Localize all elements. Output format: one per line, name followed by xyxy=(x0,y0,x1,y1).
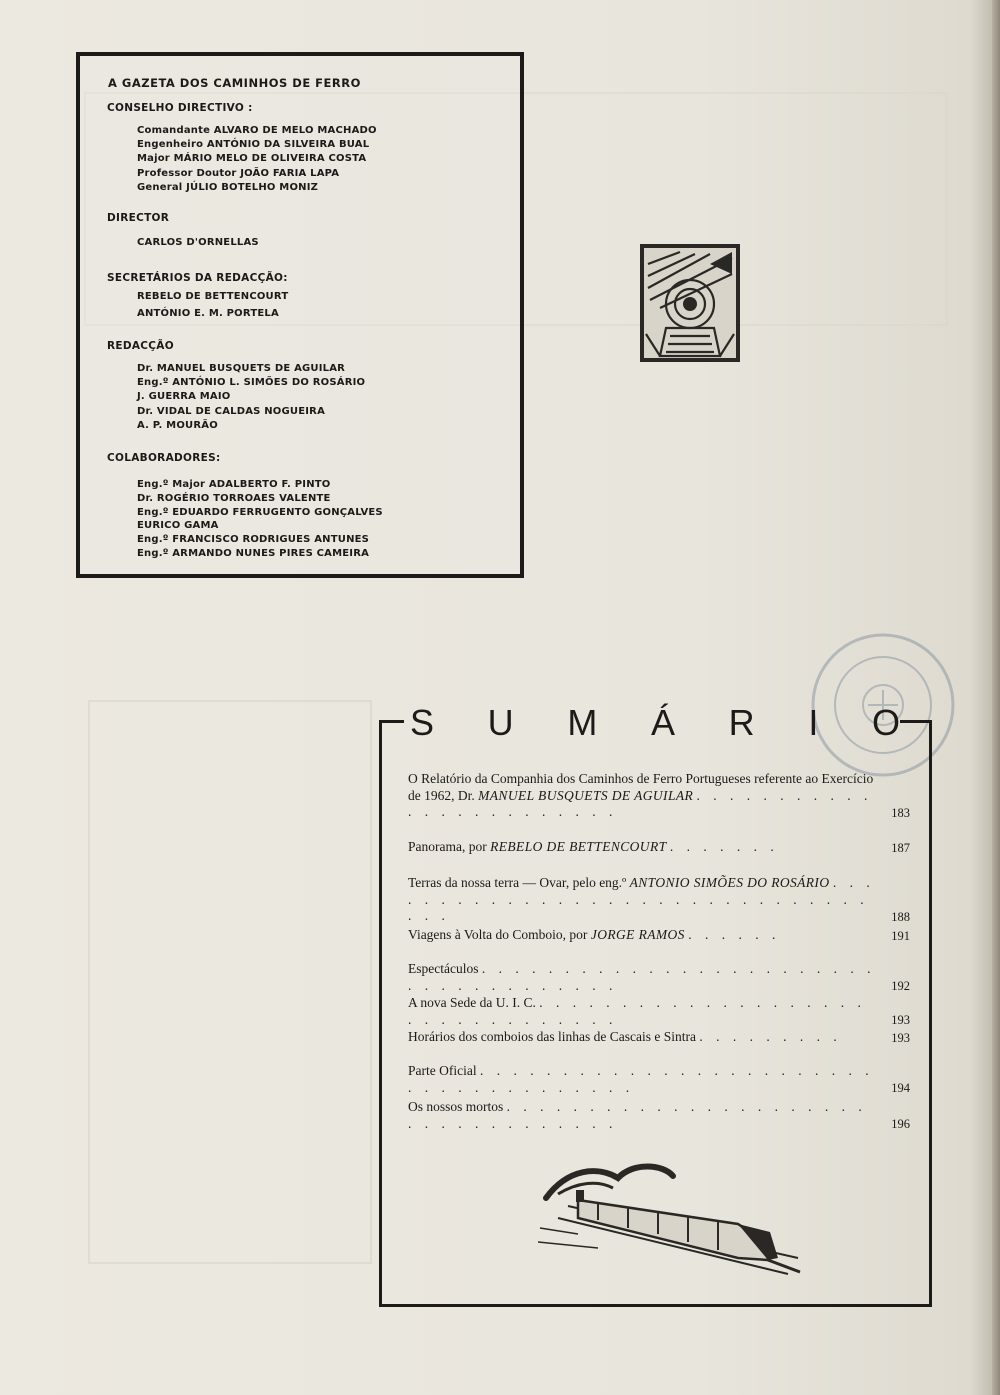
toc-author: ANTONIO SIMÕES DO ROSÁRIO xyxy=(629,875,830,890)
toc-entry-text xyxy=(408,1063,878,1096)
leader-dots: . . . . . . xyxy=(688,927,781,942)
toc-entry[interactable] xyxy=(408,771,910,821)
toc-title: A nova Sede da U. I. C. xyxy=(408,995,536,1010)
toc-title: Viagens à Volta do Comboio, por xyxy=(408,927,588,942)
sumario-letter: Á xyxy=(650,702,675,743)
staff-name: Comandante ALVARO DE MELO MACHADO xyxy=(137,125,377,136)
staff-name: Eng.º ANTÓNIO L. SIMÕES DO ROSÁRIO xyxy=(137,377,366,389)
section-heading: DIRECTOR xyxy=(107,212,170,224)
leader-dots: . . . . . . . . . . . . . . . . . . . . . . . . . . . . . . . . . . . xyxy=(408,1099,867,1131)
sumario-letter: R xyxy=(728,702,755,743)
toc-entry[interactable] xyxy=(408,1099,910,1132)
sumario-letter: O xyxy=(871,702,900,743)
toc-entry[interactable] xyxy=(408,1063,910,1096)
staff-name: Eng.º ARMANDO NUNES PIRES CAMEIRA xyxy=(137,547,370,559)
staff-name: CARLOS D'ORNELLAS xyxy=(137,237,259,248)
sumario-rule-right xyxy=(900,720,932,723)
names-list xyxy=(137,478,383,561)
sumario-rule-left xyxy=(379,720,404,723)
sumario-letter: M xyxy=(567,702,598,743)
staff-section-director xyxy=(107,212,259,250)
toc-entry-text xyxy=(408,771,878,821)
staff-name: J. GUERRA MAIO xyxy=(137,391,231,403)
staff-section-redaccao xyxy=(107,340,365,433)
toc-author: MANUEL BUSQUETS DE AGUILAR xyxy=(478,787,694,803)
toc-entry-text xyxy=(408,1029,878,1046)
binding-edge xyxy=(992,0,1000,1395)
leader-dots: . . . . . . . . . xyxy=(699,1029,842,1044)
toc-entry[interactable] xyxy=(408,961,910,994)
staff-section-conselho xyxy=(107,102,377,195)
sumario-letter: I xyxy=(808,702,819,743)
toc-title: Parte Oficial xyxy=(408,1063,477,1078)
staff-name: Major MÁRIO MELO DE OLIVEIRA COSTA xyxy=(137,153,367,165)
staff-name: Eng.º EDUARDO FERRUGENTO GONÇALVES xyxy=(137,506,383,518)
section-heading: COLABORADORES: xyxy=(107,452,221,464)
toc-entry-text xyxy=(408,1099,878,1132)
toc-entry[interactable] xyxy=(408,839,910,856)
names-list xyxy=(137,288,288,322)
staff-name: A. P. MOURÃO xyxy=(137,419,218,431)
names-list xyxy=(137,236,259,250)
toc-page-number: 194 xyxy=(891,1081,910,1095)
staff-name: Professor Doutor JOÃO FARIA LAPA xyxy=(137,167,340,179)
toc-entry-text xyxy=(408,839,878,856)
sumario-letter: U xyxy=(487,702,514,743)
sumario-letter: S xyxy=(410,702,435,743)
staff-name: EURICO GAMA xyxy=(137,520,219,532)
locomotive-woodcut-illustration xyxy=(640,244,740,362)
staff-box xyxy=(76,52,524,578)
toc-title: O Relatório da Companhia dos Caminhos de Ferro Portugueses referente ao Exercício de 1962, Dr. xyxy=(408,771,874,803)
toc-entry[interactable] xyxy=(408,927,910,944)
toc-entry-text xyxy=(408,995,878,1028)
leader-dots: . . . . . . . xyxy=(669,839,779,854)
staff-name: General JÚLIO BOTELHO MONIZ xyxy=(137,181,319,193)
names-list xyxy=(137,362,365,433)
toc-author: REBELO DE BETTENCOURT xyxy=(490,839,667,854)
toc-entry-text xyxy=(408,875,878,925)
toc-page-number: 187 xyxy=(891,840,910,855)
section-heading: CONSELHO DIRECTIVO : xyxy=(107,102,253,114)
section-heading: REDACÇÃO xyxy=(107,340,174,352)
staff-section-colaboradores xyxy=(107,452,383,561)
toc-entry-text xyxy=(408,927,878,944)
staff-name: Dr. MANUEL BUSQUETS DE AGUILAR xyxy=(137,363,346,374)
staff-name: ANTÓNIO E. M. PORTELA xyxy=(137,308,279,319)
toc-page-number: 193 xyxy=(891,1013,910,1027)
toc-entry[interactable] xyxy=(408,1029,910,1046)
staff-name: REBELO DE BETTENCOURT xyxy=(137,291,289,302)
train-illustration xyxy=(538,1158,808,1278)
toc-entry[interactable] xyxy=(408,995,910,1028)
staff-name: Eng.º Major ADALBERTO F. PINTO xyxy=(137,479,331,490)
toc-page-number: 193 xyxy=(891,1030,910,1045)
toc-page-number: 188 xyxy=(891,909,910,924)
toc-title: Panorama, por xyxy=(408,839,487,854)
staff-name: Engenheiro ANTÓNIO DA SILVEIRA BUAL xyxy=(137,139,370,151)
staff-name: Dr. ROGÉRIO TORROAES VALENTE xyxy=(137,492,331,504)
leader-dots: . . . . . . . . . . . . . . . . . . . . . . . . xyxy=(408,787,873,819)
staff-section-secretarios xyxy=(107,272,288,322)
staff-title: A GAZETA DOS CAMINHOS DE FERRO xyxy=(108,76,361,90)
toc-page-number: 192 xyxy=(891,979,910,993)
names-list xyxy=(137,124,377,195)
leader-dots: . . . . . . . . . . . . . . . . . . . . . . . . . . . . . . . . . xyxy=(408,995,866,1027)
toc-title: Terras da nossa terra — Ovar, pelo eng.º xyxy=(408,875,627,890)
sumario-heading xyxy=(410,700,900,746)
toc-author: JORGE RAMOS xyxy=(590,927,685,942)
toc-title: Espectáculos xyxy=(408,961,479,976)
toc-page-number: 191 xyxy=(891,928,910,943)
toc-page-number: 183 xyxy=(891,805,910,820)
staff-name: Eng.º FRANCISCO RODRIGUES ANTUNES xyxy=(137,534,370,546)
section-heading: SECRETÁRIOS DA REDACÇÃO: xyxy=(107,272,288,284)
leader-dots: . . . . . . . . . . . . . . . . . . . . . . . . . . . . . . . . . . . . . . xyxy=(408,1063,874,1095)
bleed-through-frame xyxy=(88,700,372,1264)
toc-entry[interactable] xyxy=(408,875,910,925)
toc-entry-text xyxy=(408,961,878,994)
toc-title: Os nossos mortos xyxy=(408,1099,504,1114)
toc-page-number: 196 xyxy=(891,1117,910,1131)
toc-title: Horários dos comboios das linhas de Cascais e Sintra xyxy=(408,1029,696,1044)
leader-dots: . . . . . . . . . . . . . . . . . . . . . . . . . . . . . . . . . . xyxy=(408,875,875,923)
leader-dots: . . . . . . . . . . . . . . . . . . . . . . . . . . . . . . . . . . . . . xyxy=(408,961,876,993)
staff-name: Dr. VIDAL DE CALDAS NOGUEIRA xyxy=(137,405,326,417)
